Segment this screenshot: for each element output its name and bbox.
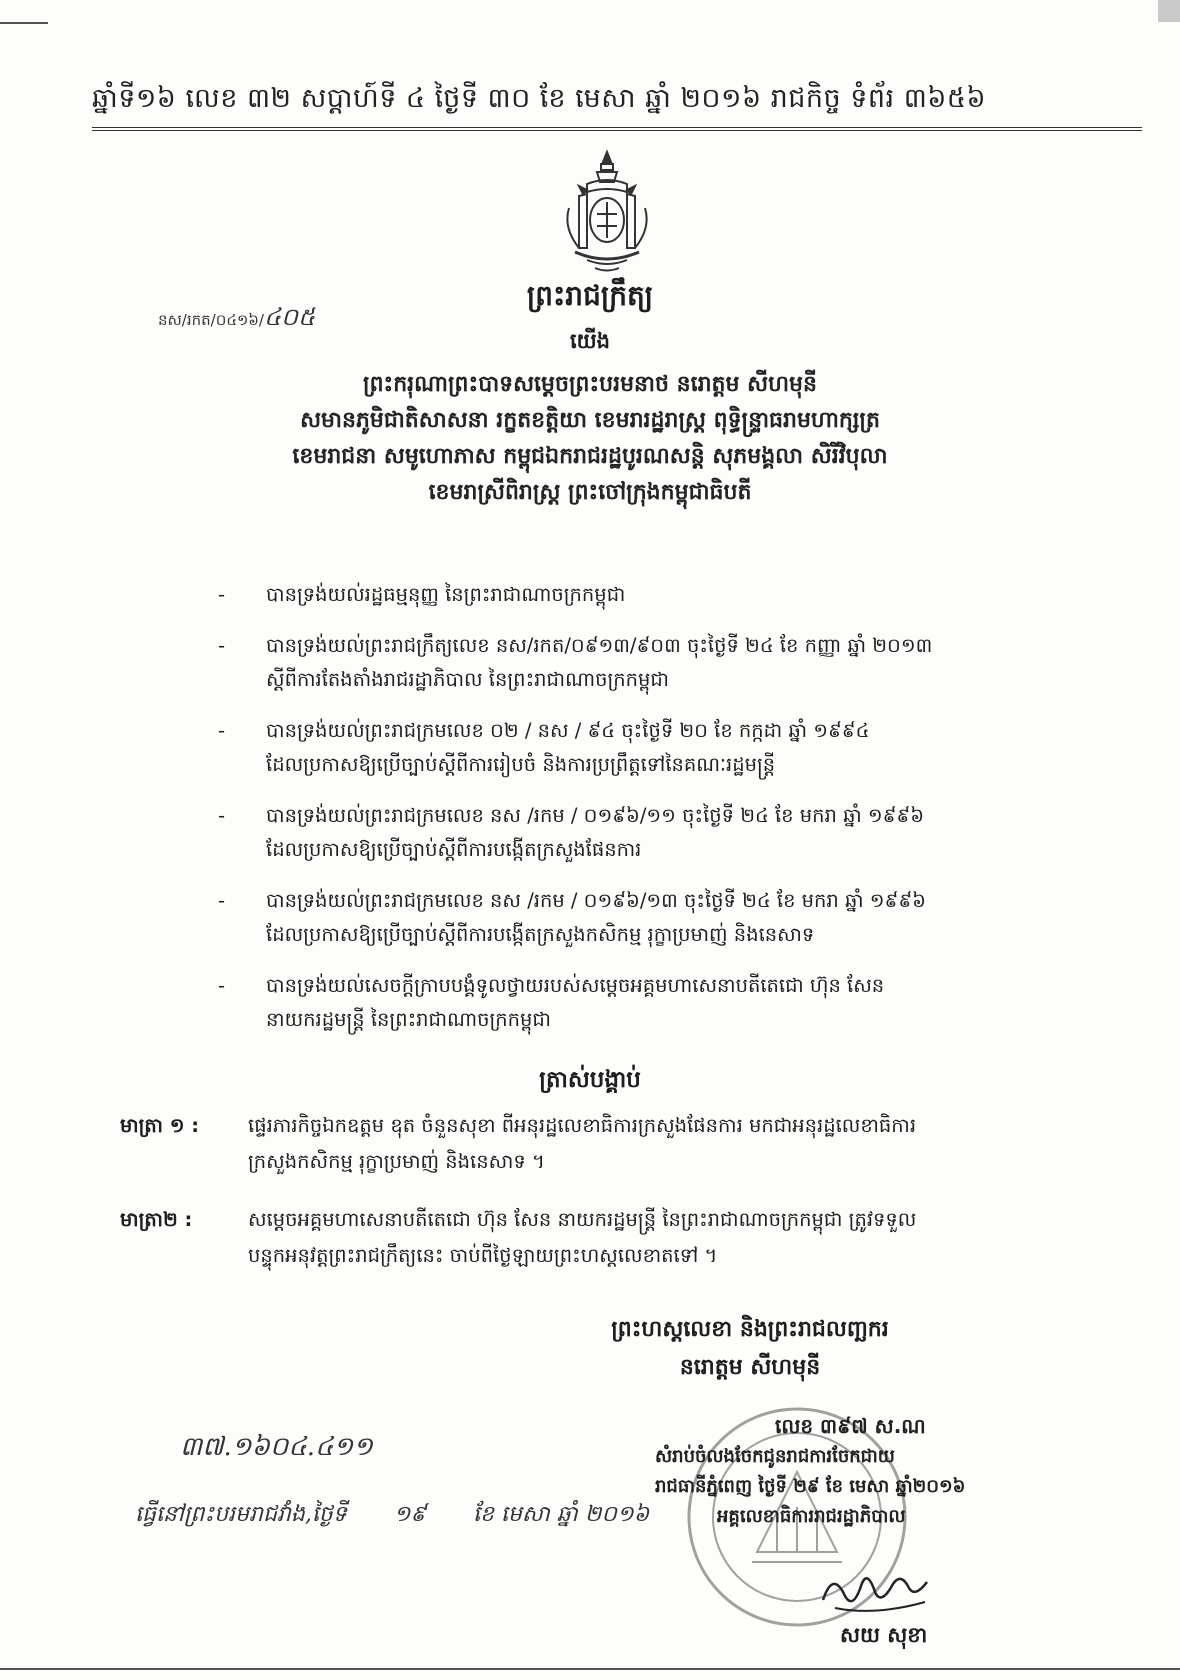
place-date-month-year: ខែ មេសា ឆ្នាំ ២០១៦ xyxy=(472,1502,650,1527)
stamp-line: រាជធានីភ្នំពេញ ថ្ងៃទី ២៩ ខែ មេសា ឆ្នាំ២០១៦ xyxy=(655,1476,966,1497)
reference-item: - បានទ្រង់យល់ព្រះរាជក្រឹត្យលេខ នស/រកត/០៩១៣/៩០៣ ចុះថ្ងៃទី ២៤ ខែ កញ្ញា ឆ្នាំ ២០១៣ ស្តីពីការតែងតាំងរាជរដ្ឋាភិបាល នៃព្រះរាជាណាចក្រកម្ពុជា xyxy=(218,629,1018,697)
article-2 xyxy=(120,1202,1020,1274)
decision-heading: ត្រាស់បង្គាប់ xyxy=(539,1066,641,1093)
reference-line: នាយករដ្ឋមន្ត្រី នៃព្រះរាជាណាចក្រកម្ពុជា xyxy=(266,1008,551,1031)
king-title-block xyxy=(0,367,1180,511)
king-title-line: សមានភូមិជាតិសាសនា រក្ខតខត្តិយា ខេមរារដ្ឋរាស្ត្រ ពុទ្ធិន្ទ្រាធរាមហាក្សត្រ xyxy=(300,408,880,433)
reference-line: បានទ្រង់យល់ព្រះរាជក្រមលេខ នស /រកម / ០១៩៦/១១ ចុះថ្ងៃទី ២៤ ខែ មករា ឆ្នាំ ១៩៩៦ xyxy=(266,804,925,827)
royal-signature-block xyxy=(540,1311,960,1387)
bottom-rule xyxy=(0,1668,1180,1670)
reference-line: បានទ្រង់យល់រដ្ឋធម្មនុញ្ញ នៃព្រះរាជាណាចក្រកម្ពុជា xyxy=(266,583,626,606)
reference-line: បានទ្រង់យល់ព្រះរាជក្រមលេខ ០២ / នស / ៩៤ ចុះថ្ងៃទី ២០ ខែ កក្កដា ឆ្នាំ ១៩៩៤ xyxy=(266,719,870,742)
king-title-line: ខេមរាជនា សមូហោភាស កម្ពុជឯករាជរដ្ឋបូរណសន្តិ សុភមង្គលា សិរីវិបុលា xyxy=(292,444,888,469)
reference-line: ដែលប្រកាសឱ្យប្រើច្បាប់ស្តីពីការរៀបចំ និងការប្រព្រឹត្តទៅនៃគណៈរដ្ឋមន្ត្រី xyxy=(266,753,776,776)
reference-line: ដែលប្រកាសឱ្យប្រើច្បាប់ស្តីពីការបង្កើតក្រសួងកសិកម្ម រុក្ខាប្រមាញ់ និងនេសាទ xyxy=(266,923,815,946)
stamp-line: អគ្គលេខាធិការរាជរដ្ឋាភិបាល xyxy=(717,1506,906,1527)
we-heading: យើង xyxy=(570,329,610,353)
article-line: ក្រសួងកសិកម្ម រុក្ខាប្រមាញ់ និងនេសាទ ។ xyxy=(248,1150,545,1173)
reference-item: - បានទ្រង់យល់ព្រះរាជក្រមលេខ នស /រកម / ០១៩៦/១១ ចុះថ្ងៃទី ២៤ ខែ មករា ឆ្នាំ ១៩៩៦ ដែលប្រកាសឱ្យប្រើច្បាប់ស្តីពីការបង្កើតក្រសួងផែនការ xyxy=(218,799,1018,867)
decree-title: ព្រះរាជក្រឹត្យ xyxy=(526,279,654,312)
handwritten-number: ៣៧.១៦០៤.៤១១ xyxy=(180,1432,373,1462)
article-line: សម្តេចអគ្គមហាសេនាបតីតេជោ ហ៊ុន សែន នាយករដ្ឋមន្ត្រី នៃព្រះរាជាណាចក្រកម្ពុជា ត្រូវទទួល xyxy=(248,1208,917,1231)
reference-item: - បានទ្រង់យល់ព្រះរាជក្រមលេខ នស /រកម / ០១៩៦/១៣ ចុះថ្ងៃទី ២៤ ខែ មករា ឆ្នាំ ១៩៩៦ ដែលប្រកាសឱ្យប្រើច្បាប់ស្តីពីការបង្កើតក្រសួងកសិកម្ម រុក្ខាប្រមាញ់ និងនេសាទ xyxy=(218,884,1018,952)
reference-line: បានទ្រង់យល់ព្រះរាជក្រឹត្យលេខ នស/រកត/០៩១៣/៩០៣ ចុះថ្ងៃទី ២៤ ខែ កញ្ញា ឆ្នាំ ២០១៣ xyxy=(266,634,933,657)
decree-number-prefix: នស/រកត/០៤១៦/ xyxy=(158,311,264,329)
signature-title: ព្រះហស្តលេខា និងព្រះរាជលញ្ឆករ xyxy=(611,1317,889,1342)
stamp-number: លេខ ៣៩៧ ស.ណ xyxy=(775,1414,926,1438)
reference-item: - បានទ្រង់យល់សេចក្តីក្រាបបង្គំទូលថ្វាយរបស់សម្តេចអគ្គមហាសេនាបតីតេជោ ហ៊ុន សែន នាយករដ្ឋមន្ត្រី នៃព្រះរាជាណាចក្រកម្ពុជា xyxy=(218,969,1018,1037)
article-label: មាត្រា ១ : xyxy=(120,1114,200,1137)
references-list xyxy=(218,578,1018,1054)
reference-item: - បានទ្រង់យល់ព្រះរាជក្រមលេខ ០២ / នស / ៩៤ ចុះថ្ងៃទី ២០ ខែ កក្កដា ឆ្នាំ ១៩៩៤ ដែលប្រកាសឱ្យប្រើច្បាប់ស្តីពីការរៀបចំ និងការប្រព្រឹត្តទៅនៃគណៈរដ្ឋមន្ត្រី xyxy=(218,714,1018,782)
certified-copy-stamp xyxy=(655,1410,1035,1532)
decree-number-handwritten: ៤០៥ xyxy=(263,303,315,331)
reference-line: ស្តីពីការតែងតាំងរាជរដ្ឋាភិបាល នៃព្រះរាជាណាចក្រកម្ពុជា xyxy=(266,668,669,691)
handwritten-signature-icon xyxy=(815,1560,935,1620)
header-rule xyxy=(92,127,1142,131)
place-date xyxy=(135,1500,649,1532)
scan-edge-line xyxy=(0,22,48,24)
article-line: បន្ទុកអនុវត្តព្រះរាជក្រឹត្យនេះ ចាប់ពីថ្ងៃឡាយព្រះហស្តលេខាតទៅ ។ xyxy=(248,1244,718,1267)
article-label: មាត្រា២ : xyxy=(120,1208,193,1231)
reference-line: បានទ្រង់យល់សេចក្តីក្រាបបង្គំទូលថ្វាយរបស់សម្តេចអគ្គមហាសេនាបតីតេជោ ហ៊ុន សែន xyxy=(266,974,885,997)
king-name: នរោត្តម សីហមុនី xyxy=(679,1355,821,1380)
reference-item: - បានទ្រង់យល់រដ្ឋធម្មនុញ្ញ នៃព្រះរាជាណាចក្រកម្ពុជា xyxy=(218,583,626,606)
scan-corner xyxy=(1158,0,1180,22)
king-title-line: ព្រះករុណាព្រះបាទសម្តេចព្រះបរមនាថ នរោត្តម សីហមុនី xyxy=(363,372,817,397)
article-1 xyxy=(120,1108,1020,1180)
article-line: ផ្ទេរភារកិច្ចឯកឧត្តម ឧុត ចំនួនសុខា ពីអនុរដ្ឋលេខាធិការក្រសួងផែនការ មកជាអនុរដ្ឋលេខាធិការ xyxy=(248,1114,917,1137)
reference-line: ដែលប្រកាសឱ្យប្រើច្បាប់ស្តីពីការបង្កើតក្រសួងផែនការ xyxy=(266,838,642,861)
royal-emblem-icon xyxy=(557,148,657,276)
stamp-line: សំរាប់ចំលងចែកជូនរាជការចែកជាយ xyxy=(655,1446,895,1467)
reference-line: បានទ្រង់យល់ព្រះរាជក្រមលេខ នស /រកម / ០១៩៦/១៣ ចុះថ្ងៃទី ២៤ ខែ មករា ឆ្នាំ ១៩៩៦ xyxy=(266,889,926,912)
place-date-day: ១៩ xyxy=(393,1502,426,1527)
gazette-header: ឆ្នាំទី១៦ លេខ ៣២ សប្តាហ៍ទី ៤ ថ្ងៃទី ៣០ ខែ មេសា ឆ្នាំ ២០១៦ រាជកិច្ច ទំព័រ ៣៦៥៦ xyxy=(92,83,987,114)
signer-name: សយ សុខា xyxy=(840,1623,928,1647)
king-title-line: ខេមរាស្រីពិរាស្ត្រ ព្រះចៅក្រុងកម្ពុជាធិបតី xyxy=(428,480,752,505)
place-date-prefix: ធ្វើនៅព្រះបរមរាជវាំង,ថ្ងៃទី xyxy=(135,1502,347,1527)
